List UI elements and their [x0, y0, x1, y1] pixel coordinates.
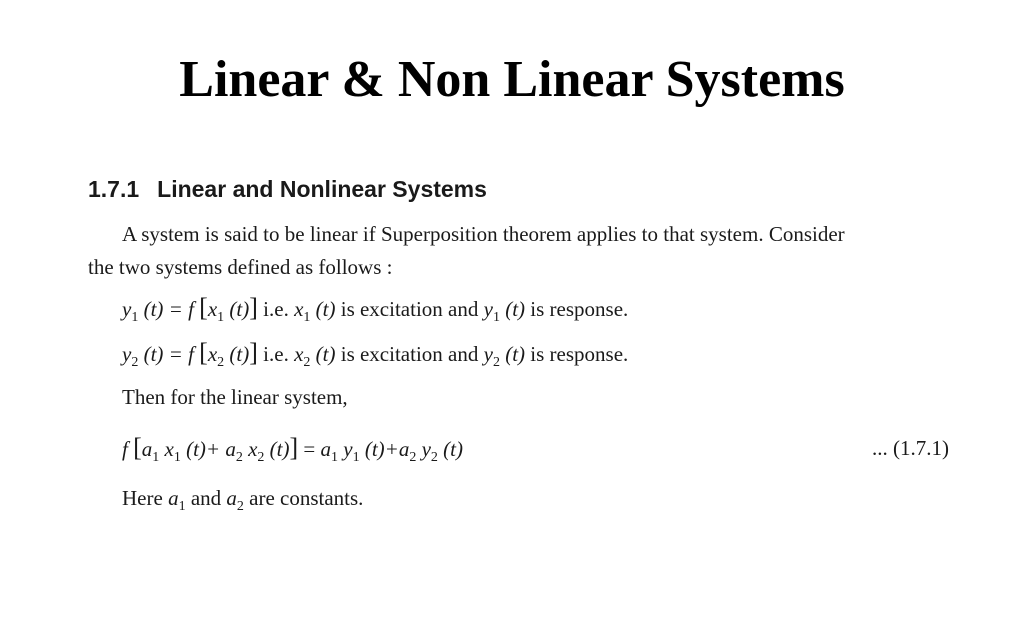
eq1-eqf: = f — [168, 297, 194, 321]
eq1-rbracket: ] — [249, 293, 258, 322]
eq1-t: (t) — [143, 297, 164, 321]
eq3-x2: x — [248, 437, 258, 461]
eq3-y2: y — [421, 437, 431, 461]
eq3-a2-sub: 2 — [235, 450, 243, 465]
section-number: 1.7.1 — [88, 176, 140, 202]
eq3-t3: (t)+ — [364, 437, 399, 461]
eq2-mid: is excitation and — [335, 342, 484, 366]
eq1-y2-sub: 1 — [492, 310, 500, 325]
equation-system-2 — [122, 339, 628, 377]
eq3-eq: = — [298, 437, 321, 461]
eq3-a3-sub: 1 — [331, 450, 339, 465]
eq3-y2-sub: 2 — [430, 450, 438, 465]
eq3-x2-sub: 2 — [257, 450, 265, 465]
eq2-y-sub: 2 — [131, 355, 139, 370]
eq2-eqf: = f — [168, 342, 194, 366]
eq3-f: f — [122, 437, 128, 461]
eq1-t3: (t) — [505, 297, 526, 321]
equation-system-1 — [122, 294, 628, 332]
eq1-y2: y — [483, 297, 493, 321]
eq1-lbracket: [ — [199, 293, 208, 322]
eq2-x: x — [207, 342, 218, 366]
eq3-y1: y — [343, 437, 353, 461]
paragraph-line-2: the two systems defined as follows : — [88, 255, 393, 279]
constants-note — [122, 484, 363, 521]
eq2-x-sub: 2 — [217, 355, 225, 370]
eq2-x2-sub: 2 — [303, 355, 311, 370]
eq3-a1: a — [141, 437, 153, 461]
eq1-x: x — [207, 297, 218, 321]
eq3-t1: (t)+ — [186, 437, 221, 461]
eq1-mid: is excitation and — [335, 297, 484, 321]
eq3-rbracket: ] — [289, 433, 299, 462]
eq3-x1-sub: 1 — [173, 450, 181, 465]
equation-number: ... (1.7.1) — [872, 436, 949, 460]
eq2-t3: (t) — [505, 342, 526, 366]
section-heading-text: Linear and Nonlinear Systems — [157, 176, 487, 202]
eq3-t4: (t) — [443, 437, 463, 461]
eq2-t: (t) — [143, 342, 164, 366]
here-post: are constants. — [243, 486, 364, 510]
eq2-y2-sub: 2 — [492, 355, 500, 370]
paragraph-line-1: A system is said to be linear if Superposition theorem applies to that system. Consider — [122, 222, 845, 246]
eq1-xt: (t) — [229, 297, 250, 321]
eq3-y1-sub: 1 — [352, 450, 360, 465]
eq3-a4-sub: 2 — [409, 450, 417, 465]
here-a1: a — [168, 486, 179, 510]
eq2-t2: (t) — [315, 342, 336, 366]
here-a2: a — [226, 486, 237, 510]
superposition-equation — [122, 434, 463, 472]
eq1-t2: (t) — [315, 297, 336, 321]
here-a2-sub: 2 — [236, 499, 244, 514]
eq3-a2: a — [225, 437, 236, 461]
here-a1-sub: 1 — [178, 499, 186, 514]
eq2-lbracket: [ — [199, 338, 208, 367]
then-line: Then for the linear system, — [122, 385, 348, 409]
eq2-y: y — [122, 342, 132, 366]
eq1-end: is response. — [525, 297, 629, 321]
eq2-xt: (t) — [229, 342, 250, 366]
eq3-a4: a — [398, 437, 410, 461]
eq3-lbracket: [ — [133, 433, 142, 462]
eq2-rbracket: ] — [249, 338, 258, 367]
eq1-x-sub: 1 — [217, 310, 225, 325]
eq2-ie: i.e. — [257, 342, 289, 366]
eq3-t2: (t) — [269, 437, 290, 461]
eq1-y: y — [122, 297, 132, 321]
eq1-y-sub: 1 — [131, 310, 139, 325]
eq2-y2: y — [483, 342, 493, 366]
eq3-x1: x — [164, 437, 174, 461]
section-heading — [88, 172, 487, 206]
eq3-a3: a — [320, 437, 332, 461]
eq1-ie: i.e. — [257, 297, 289, 321]
eq2-x2: x — [294, 342, 304, 366]
eq2-end: is response. — [525, 342, 629, 366]
here-pre: Here — [122, 486, 169, 510]
here-and: and — [185, 486, 227, 510]
eq1-x2: x — [294, 297, 304, 321]
eq1-x2-sub: 1 — [303, 310, 311, 325]
slide-title: Linear & Non Linear Systems — [179, 51, 845, 108]
eq3-a1-sub: 1 — [152, 450, 160, 465]
